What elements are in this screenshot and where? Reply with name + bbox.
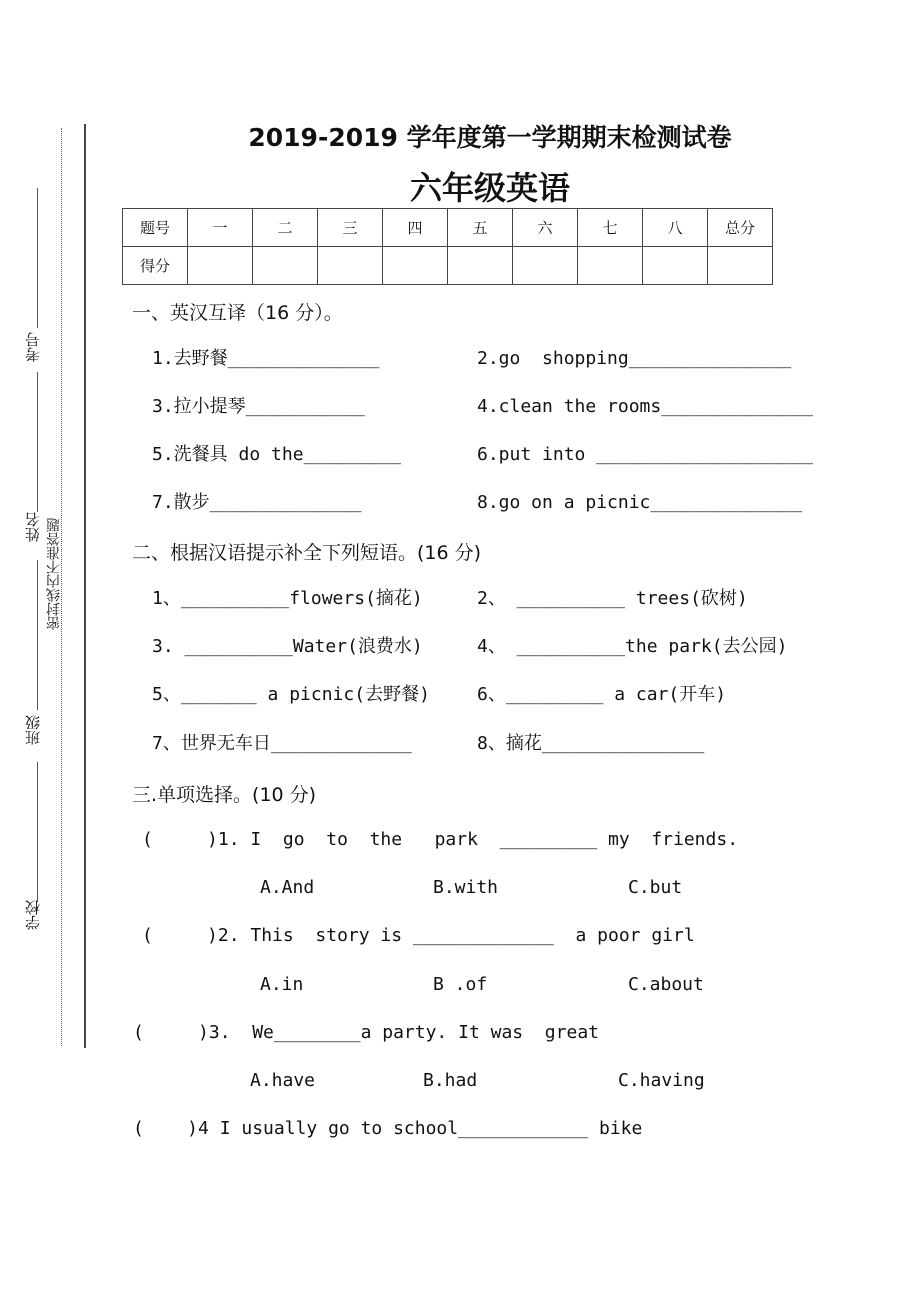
question-item: 8.go on a picnic______________: [477, 492, 803, 513]
score-cell[interactable]: [188, 247, 253, 285]
score-cell[interactable]: [643, 247, 708, 285]
table-cell: 四: [383, 209, 448, 247]
name-label: 姓名: [24, 512, 42, 542]
score-cell[interactable]: [318, 247, 383, 285]
table-cell: 五: [448, 209, 513, 247]
option: A.have: [250, 1070, 316, 1091]
option: C.about: [628, 974, 704, 995]
question-item: 6、_________ a car(开车): [477, 684, 727, 705]
table-cell: 总分: [708, 209, 773, 247]
option: B .of: [433, 974, 488, 995]
option: B.had: [423, 1070, 478, 1091]
option: C.having: [618, 1070, 705, 1091]
table-cell: 题号: [123, 209, 188, 247]
question-item: 1、__________flowers(摘花): [152, 588, 423, 609]
question-stem: ( )3. We________a party. It was great: [133, 1022, 599, 1043]
question-item: 2.go shopping_______________: [477, 348, 792, 369]
school-label: 学校: [24, 900, 42, 930]
score-cell[interactable]: [448, 247, 513, 285]
blank-line: [37, 560, 38, 710]
option: C.but: [628, 877, 683, 898]
score-cell[interactable]: [513, 247, 578, 285]
exam-title: 2019-2019 学年度第一学期期末检测试卷: [248, 123, 732, 152]
question-item: 1.去野餐______________: [152, 348, 380, 369]
table-cell: 八: [643, 209, 708, 247]
blank-line: [37, 762, 38, 902]
score-cell[interactable]: [578, 247, 643, 285]
table-cell: 六: [513, 209, 578, 247]
exam-subtitle: 六年级英语: [409, 169, 570, 207]
blank-line: [37, 188, 38, 328]
table-cell: 三: [318, 209, 383, 247]
table-cell: 二: [253, 209, 318, 247]
question-stem: ( )2. This story is _____________ a poor girl: [142, 925, 695, 946]
section-heading: 一、英汉互译（16 分）。: [132, 302, 343, 324]
score-cell[interactable]: [253, 247, 318, 285]
seal-warning: 密封线内不准答题: [46, 518, 62, 630]
score-table: [122, 208, 773, 285]
question-item: 7.散步______________: [152, 492, 362, 513]
question-item: 3. __________Water(浪费水): [152, 636, 423, 657]
table-row: [123, 247, 773, 285]
exam-number-label: 考号: [24, 332, 42, 362]
option: A.And: [260, 877, 315, 898]
question-item: 3.拉小提琴___________: [152, 396, 365, 417]
question-item: 7、世界无车日_____________: [152, 733, 412, 754]
question-stem: ( )1. I go to the park _________ my friends.: [142, 829, 739, 850]
question-item: 5.洗餐具 do the_________: [152, 444, 402, 465]
table-row: [123, 209, 773, 247]
question-item: 5、_______ a picnic(去野餐): [152, 684, 430, 705]
option: A.in: [260, 974, 304, 995]
question-item: 8、摘花_______________: [477, 733, 705, 754]
table-cell: 七: [578, 209, 643, 247]
question-item: 2、 __________ trees(砍树): [477, 588, 748, 609]
question-item: 4.clean the rooms______________: [477, 396, 813, 417]
section-heading: 二、根据汉语提示补全下列短语。(16 分): [132, 542, 482, 564]
score-cell[interactable]: [708, 247, 773, 285]
blank-line: [37, 372, 38, 512]
question-stem: ( )4 I usually go to school____________ bike: [133, 1118, 643, 1139]
score-cell[interactable]: [383, 247, 448, 285]
table-cell: 得分: [123, 247, 188, 285]
question-item: 6.put into ____________________: [477, 444, 813, 465]
question-item: 4、 __________the park(去公园): [477, 636, 788, 657]
seal-line: [84, 124, 86, 1048]
table-cell: 一: [188, 209, 253, 247]
class-label: 班级: [24, 715, 42, 745]
section-heading: 三.单项选择。(10 分): [132, 784, 317, 806]
option: B.with: [433, 877, 499, 898]
